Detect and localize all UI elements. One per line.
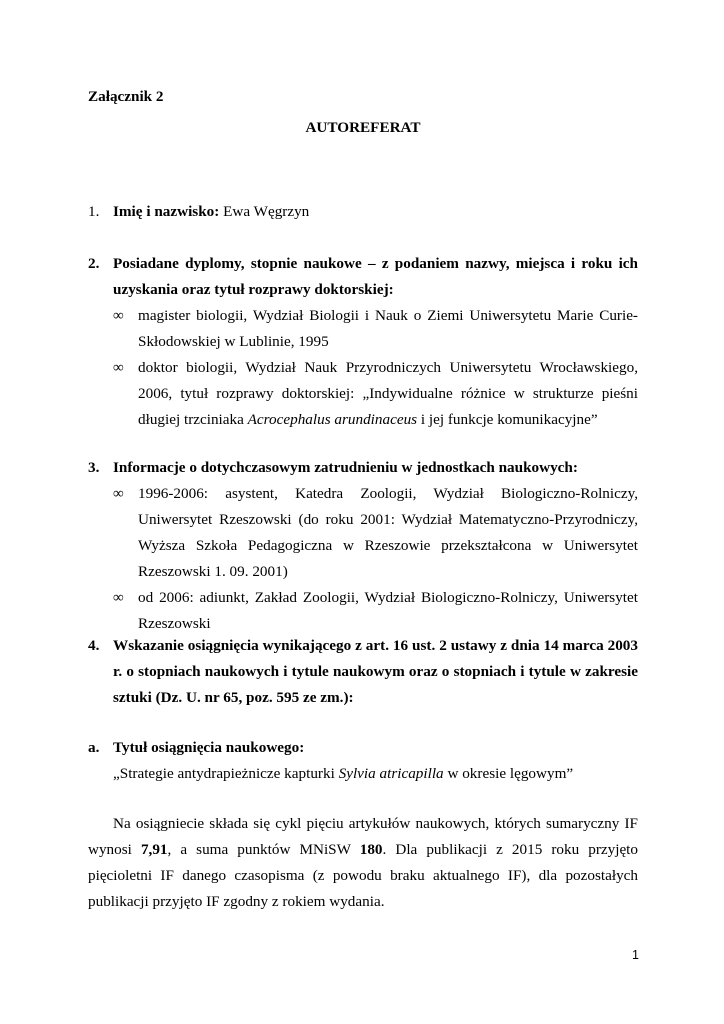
name-value: Ewa Węgrzyn (223, 203, 310, 220)
summary-text-3: . Dla publikacji z 2015 roku przyjęto pięcioletni IF danego czasopisma (z powodu braku aktualnego IF), dla pozostałych publikacji przyjęto IF zgodny z rokiem wydania. (88, 841, 638, 910)
points-value: 180 (359, 841, 383, 858)
section-2 (88, 251, 638, 303)
section-4 (88, 633, 638, 711)
diploma-item-master (113, 303, 638, 355)
section-4-heading: Wskazanie osiągnięcia wynikającego z art. 16 ust. 2 ustawy z dnia 14 marca 2003 r. o stopniach naukowych i tytule naukowym oraz o stopniach i tytule w zakresie sztuki (Dz. U. nr 65, poz. 595 ze zm.): (113, 637, 638, 706)
achievement-title-end: w okresie lęgowym” (443, 765, 574, 782)
section-a (88, 735, 638, 787)
employment-adjunct-text: od 2006: adiunkt, Zakład Zoologii, Wydział Biologiczno-Rolniczy, Uniwersytet Rzeszowski (138, 589, 638, 632)
attachment-label: Załącznik 2 (88, 88, 164, 105)
achievement-title-start: „Strategie antydrapieżnicze kapturki (113, 765, 339, 782)
achievement-heading: Tytuł osiągnięcia naukowego: (113, 739, 305, 756)
bullet-icon: ∞ (113, 485, 124, 502)
employment-item-adjunct (113, 585, 638, 637)
diploma-master-text: magister biologii, Wydział Biologii i Nauk o Ziemi Uniwersytetu Marie Curie-Skłodowskiej w Lublinie, 1995 (138, 307, 638, 350)
employment-item-assistant (113, 481, 638, 585)
summary-text-2: , a suma punktów MNiSW (167, 841, 360, 858)
employment-assistant-text: 1996-2006: asystent, Katedra Zoologii, Wydział Biologiczno-Rolniczy, Uniwersytet Rzeszowski (do roku 2001: Wydział Matematyczno-Przyrodniczy, Wyższa Szkoła Pedagogiczna w Rzeszowie przekształcona w Uniwersytet Rzeszowski 1. 09. 2001) (138, 485, 638, 580)
section-3-number: 3. (88, 459, 100, 476)
diploma-doctor-text: doktor biologii, Wydział Nauk Przyrodniczych Uniwersytetu Wrocławskiego, 2006, tytuł rozprawy doktorskiej: „Indywidualne różnice w strukturze pieśni długiej trzciniaka (138, 359, 638, 428)
achievement-species: Sylvia atricapilla (338, 765, 444, 782)
summary-paragraph (88, 811, 638, 915)
section-3 (88, 455, 638, 481)
achievement-title (113, 761, 638, 787)
bullet-icon: ∞ (113, 359, 124, 376)
section-1 (88, 199, 638, 225)
employment-list (88, 481, 638, 637)
page-number: 1 (632, 948, 639, 962)
section-a-letter: a. (88, 739, 100, 756)
section-3-heading: Informacje o dotychczasowym zatrudnieniu w jednostkach naukowych: (113, 459, 578, 476)
bullet-icon: ∞ (113, 589, 124, 606)
section-2-number: 2. (88, 255, 100, 272)
name-label: Imię i nazwisko: (113, 203, 220, 220)
summary-text-1: Na osiągniecie składa się cykl pięciu artykułów naukowych, których sumaryczny IF wynosi (88, 815, 638, 858)
section-4-number: 4. (88, 637, 100, 654)
diploma-doctor-text-end: i jej funkcje komunikacyjne” (417, 411, 598, 428)
diploma-item-doctor (113, 355, 638, 433)
section-2-heading: Posiadane dyplomy, stopnie naukowe – z podaniem nazwy, miejsca i roku ich uzyskania oraz tytuł rozprawy doktorskiej: (113, 255, 638, 298)
document-title: AUTOREFERAT (305, 119, 421, 136)
species-name: Acrocephalus arundinaceus (247, 411, 418, 428)
section-1-number: 1. (88, 203, 100, 220)
diploma-list (88, 303, 638, 433)
bullet-icon: ∞ (113, 307, 124, 324)
impact-factor-value: 7,91 (140, 841, 168, 858)
